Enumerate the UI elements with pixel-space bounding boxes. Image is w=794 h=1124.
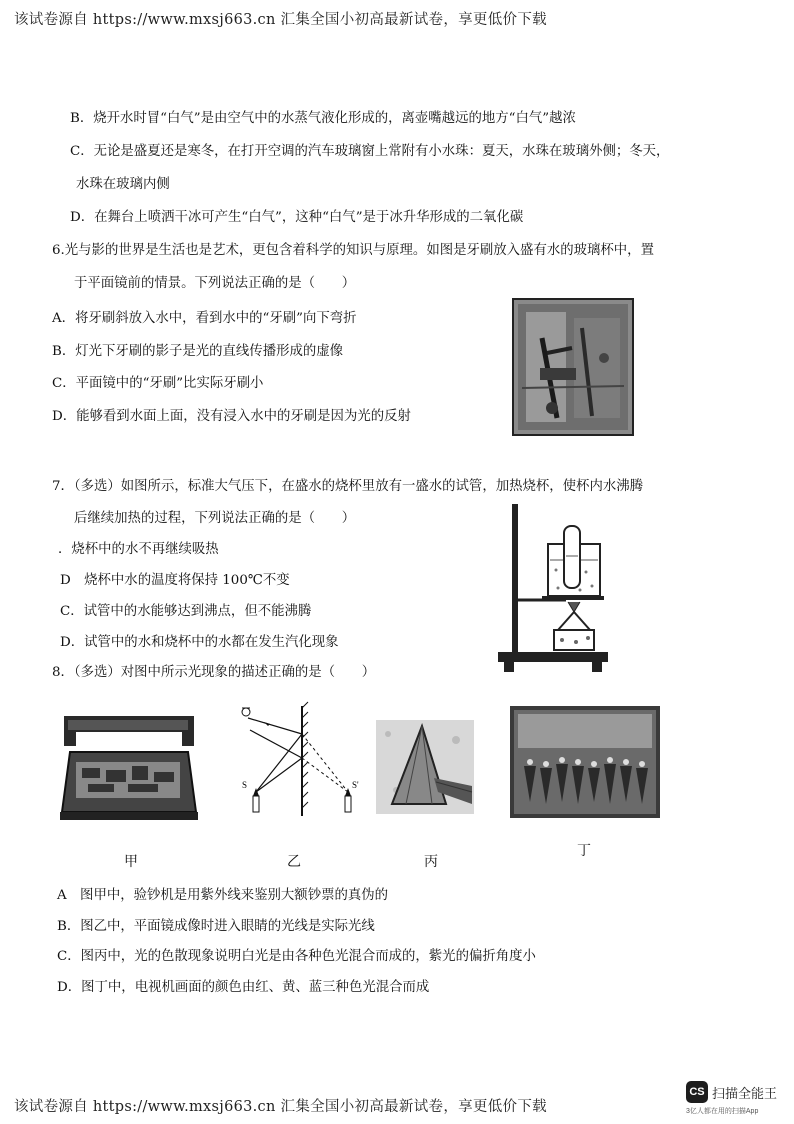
plane-mirror-ray-diagram [236,700,366,822]
q6-option-d: D．能够看到水面上面，没有浸入水中的牙刷是因为光的反射 [52,409,411,424]
q8-stem: 8．（多选）对图中所示光现象的描述正确的是（ ） [52,665,376,680]
q8-option-b: B．图乙中，平面镜成像时进入眼睛的光线是实际光线 [57,919,375,934]
caption-bing: 丙 [424,854,438,870]
q8-option-a: A 图甲中，验钞机是用紫外线来鉴别大额钞票的真伪的 [57,888,389,903]
q6-option-b: B．灯光下牙刷的影子是光的直线传播形成的虚像 [52,344,344,359]
q5-option-c-line2: 水珠在玻璃内侧 [76,177,170,192]
source-footer: 该试卷源自 https://www.mxsj663.cn 汇集全国小初高最新试卷，享更低价下载 [14,1099,547,1115]
prism-dispersion-photo [376,720,474,814]
camscanner-watermark [686,1081,786,1117]
camscanner-logo-icon: CS [686,1081,708,1103]
q6-stem-line2: 于平面镜前的情景。下列说法正确的是（ ） [74,276,356,291]
q5-option-b: B．烧开水时冒“白气”是由空气中的水蒸气液化形成的，离壶嘴越远的地方“白气”越浓 [70,111,576,126]
q6-option-c: C．平面镜中的“牙刷”比实际牙刷小 [52,376,264,391]
object-label-s: S [242,780,248,790]
q6-stem-line1: 6.光与影的世界是生活也是艺术，更包含着科学的知识与原理。如图是牙刷放入盛有水的玻璃杯中，置 [52,243,654,258]
camscanner-name: 扫描全能王 [712,1086,778,1101]
q5-option-c-line1: C．无论是盛夏还是寒冬，在打开空调的汽车玻璃窗上常附有小水珠：夏天，水珠在玻璃外侧；冬天， [70,144,670,159]
boiling-apparatus-diagram [496,500,612,678]
q7-stem-line2: 后继续加热的过程，下列说法正确的是（ ） [74,511,356,526]
q7-option-b: D 烧杯中水的温度将保持 100℃不变 [60,573,290,588]
q5-option-d: D．在舞台上喷洒干冰可产生“白气”，这种“白气”是于冰升华形成的二氧化碳 [70,210,524,225]
source-header: 该试卷源自 https://www.mxsj663.cn 汇集全国小初高最新试卷，享更低价下载 [14,12,547,28]
q7-stem-line1: 7．（多选）如图所示，标准大气压下，在盛水的烧杯里放有一盛水的试管，加热烧杯，使杯内水沸腾 [52,479,644,494]
q7-option-a: ．烧杯中的水不再继续吸热 [58,542,219,557]
camscanner-tagline: 3亿人都在用的扫描App [686,1108,759,1115]
banknote-detector-figure [58,712,200,824]
q7-option-c: C．试管中的水能够达到沸点，但不能沸腾 [60,604,312,619]
caption-yi: 乙 [287,854,301,870]
q8-option-d: D．图丁中，电视机画面的颜色由红、黄、蓝三种色光混合而成 [57,980,430,995]
caption-ding: 丁 [577,843,591,859]
toothbrush-photo [512,298,634,436]
q6-option-a: A．将牙刷斜放入水中，看到水中的“牙刷”向下弯折 [52,311,357,326]
q7-option-d: D．试管中的水和烧杯中的水都在发生汽化现象 [60,635,339,650]
q8-option-c: C．图丙中，光的色散现象说明白光是由各种色光混合而成的，紫光的偏折角度小 [57,949,536,964]
image-label-s-prime: S' [352,780,359,790]
caption-jia: 甲 [124,854,138,870]
tv-screen-closeup-photo [510,706,660,818]
